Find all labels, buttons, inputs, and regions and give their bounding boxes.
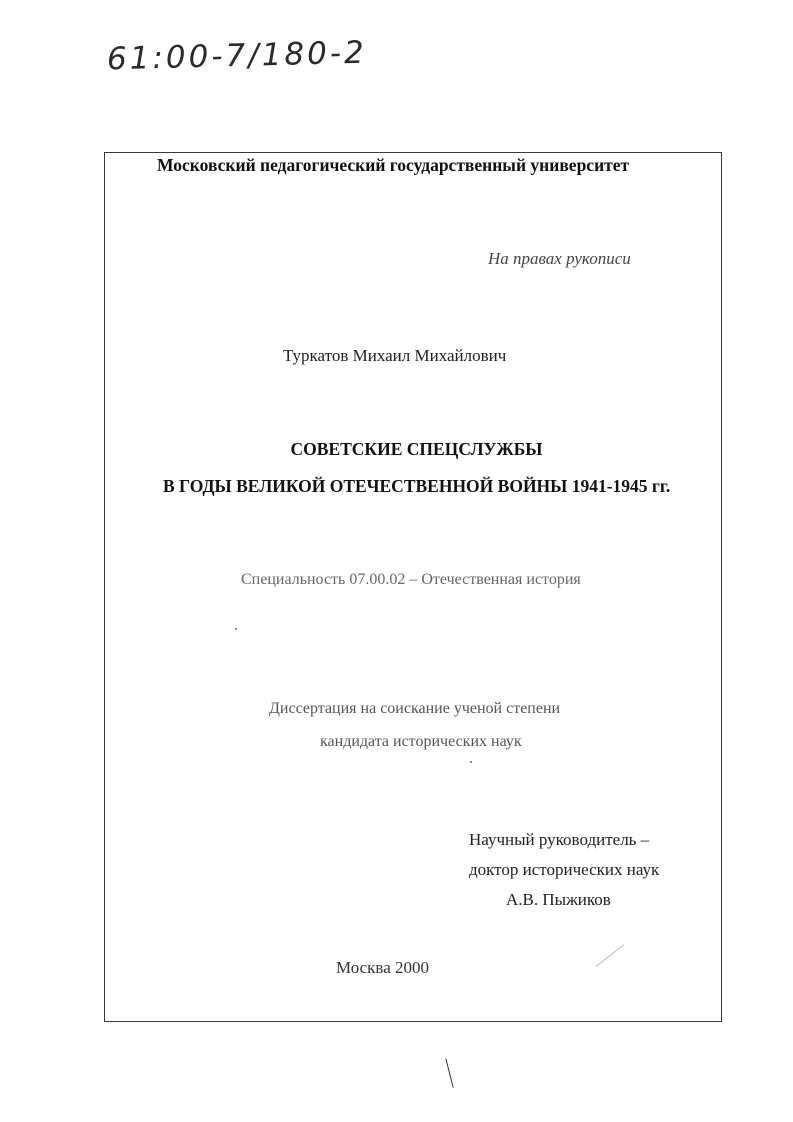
- pencil-mark: [445, 1058, 453, 1087]
- dissertation-title-line-2: В ГОДЫ ВЕЛИКОЙ ОТЕЧЕСТВЕННОЙ ВОЙНЫ 1941-1945 гг.: [163, 476, 671, 496]
- degree-statement-line-1: Диссертация на соискание ученой степени: [269, 700, 561, 717]
- handwritten-call-number: 61:00-7/180-2: [106, 34, 368, 78]
- degree-statement-line-2: кандидата исторических наук: [320, 733, 522, 750]
- scan-speck: [470, 761, 472, 763]
- advisor-name: А.В. Пыжиков: [506, 890, 611, 909]
- university-name: Московский педагогический государственный университет: [157, 155, 630, 175]
- advisor-degree: доктор исторических наук: [469, 860, 660, 879]
- manuscript-rights-note: На правах рукописи: [488, 249, 631, 268]
- dissertation-title-line-1: СОВЕТСКИЕ СПЕЦСЛУЖБЫ: [290, 439, 543, 459]
- advisor-role: Научный руководитель –: [469, 830, 650, 849]
- city-and-year: Москва 2000: [336, 958, 430, 977]
- scan-speck: [235, 628, 237, 630]
- specialty-line: Специальность 07.00.02 – Отечественная история: [241, 571, 581, 588]
- author-name: Туркатов Михаил Михайлович: [283, 346, 507, 365]
